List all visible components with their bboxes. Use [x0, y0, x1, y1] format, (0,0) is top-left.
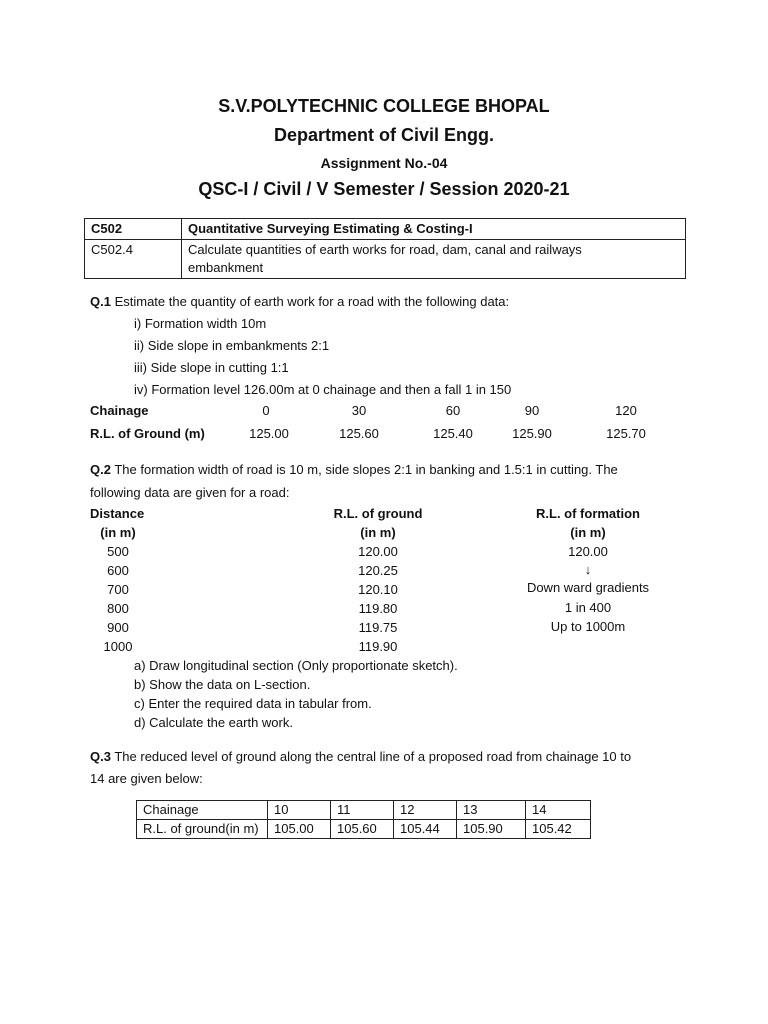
q1-text: Estimate the quantity of earth work for a road with the following data:	[110, 294, 510, 309]
outcome-line-1: Calculate quantities of earth works for road, dam, canal and railways	[188, 242, 582, 257]
q2-formation-cell: Up to 1000m	[550, 619, 626, 634]
q1-level-label: R.L. of Ground (m)	[90, 426, 205, 441]
q2-formation-cell: Down ward gradients	[526, 580, 650, 595]
q2-distance-cell: 600	[107, 563, 129, 578]
outcome-description	[182, 240, 686, 279]
down-arrow-icon: ↓	[584, 562, 592, 577]
table-row	[85, 240, 686, 279]
q2-ground-cell: 120.10	[358, 582, 398, 597]
q2-text: The formation width of road is 10 m, side slopes 2:1 in banking and 1.5:1 in cutting. The	[110, 462, 618, 477]
q2-task: d) Calculate the earth work.	[134, 715, 293, 730]
q3-statement-line2: 14 are given below:	[90, 771, 203, 786]
q2-ground-cell: 120.00	[358, 544, 398, 559]
q1-item: ii) Side slope in embankments 2:1	[134, 338, 330, 353]
q3-chainage-label: Chainage	[137, 801, 268, 820]
q2-distance-cell: 800	[107, 601, 129, 616]
q1-chainage-label: Chainage	[90, 403, 149, 418]
q1-chainage-cell: 30	[351, 403, 367, 418]
q2-task: b) Show the data on L-section.	[134, 677, 311, 692]
q3-level-cell: 105.90	[457, 820, 526, 839]
q3-chainage-cell: 12	[394, 801, 457, 820]
q1-item: i) Formation width 10m	[134, 316, 267, 331]
q3-text: The reduced level of ground along the central line of a proposed road from chainage 10 to	[110, 749, 632, 764]
q1-level-cell: 125.70	[606, 426, 646, 441]
q2-distance-unit: (in m)	[100, 525, 136, 540]
q1-statement	[90, 294, 509, 309]
q3-chainage-cell: 14	[526, 801, 591, 820]
q2-ground-cell: 119.75	[358, 620, 398, 635]
college-title: S.V.POLYTECHNIC COLLEGE BHOPAL	[218, 96, 550, 116]
course-description: Quantitative Surveying Estimating & Costing-I	[182, 219, 686, 240]
q1-item: iv) Formation level 126.00m at 0 chainage and then a fall 1 in 150	[134, 382, 512, 397]
q3-chainage-cell: 10	[268, 801, 331, 820]
q2-ground-cell: 119.80	[358, 601, 398, 616]
q2-formation-cell: 1 in 400	[564, 600, 612, 615]
q2-label: Q.2	[90, 462, 111, 477]
q3-table	[136, 800, 591, 839]
q3-level-cell: 105.42	[526, 820, 591, 839]
course-code: C502	[85, 219, 182, 240]
q1-item: iii) Side slope in cutting 1:1	[134, 360, 289, 375]
course-table	[84, 218, 686, 279]
assignment-number: Assignment No.-04	[320, 155, 448, 171]
department-title: Department of Civil Engg.	[273, 125, 495, 145]
q2-statement-line2: following data are given for a road:	[90, 485, 290, 500]
q2-ground-cell: 119.90	[358, 639, 398, 654]
q1-chainage-cell: 0	[262, 403, 270, 418]
table-row	[137, 820, 591, 839]
q3-level-cell: 105.60	[331, 820, 394, 839]
q3-statement-line1	[90, 749, 631, 764]
q1-chainage-cell: 120	[615, 403, 637, 418]
q2-distance-cell: 500	[107, 544, 129, 559]
q2-formation-head: R.L. of formation	[536, 506, 640, 521]
q2-ground-cell: 120.25	[358, 563, 398, 578]
q2-formation-cell: 120.00	[568, 544, 608, 559]
q2-ground-unit: (in m)	[360, 525, 396, 540]
q2-distance-cell: 1000	[103, 639, 133, 654]
table-row	[85, 219, 686, 240]
q1-level-cell: 125.00	[249, 426, 289, 441]
q1-chainage-cell: 90	[524, 403, 540, 418]
q3-chainage-cell: 13	[457, 801, 526, 820]
q3-level-cell: 105.00	[268, 820, 331, 839]
q2-task: a) Draw longitudinal section (Only proportionate sketch).	[134, 658, 458, 673]
q2-statement-line1	[90, 462, 618, 477]
q1-level-cell: 125.90	[512, 426, 552, 441]
q1-level-cell: 125.60	[339, 426, 379, 441]
q3-label: Q.3	[90, 749, 111, 764]
outcome-code: C502.4	[85, 240, 182, 279]
q2-task: c) Enter the required data in tabular from.	[134, 696, 372, 711]
q2-distance-cell: 900	[107, 620, 129, 635]
outcome-line-2: embankment	[188, 260, 264, 275]
q2-ground-head: R.L. of ground	[333, 506, 423, 521]
q1-label: Q.1	[90, 294, 111, 309]
q2-distance-cell: 700	[107, 582, 129, 597]
table-row	[137, 801, 591, 820]
q1-chainage-cell: 60	[445, 403, 461, 418]
session-title: QSC-I / Civil / V Semester / Session 2020-21	[198, 179, 570, 199]
q1-level-cell: 125.40	[433, 426, 473, 441]
q3-level-cell: 105.44	[394, 820, 457, 839]
q3-level-label: R.L. of ground(in m)	[137, 820, 268, 839]
q2-formation-unit: (in m)	[570, 525, 606, 540]
q3-chainage-cell: 11	[331, 801, 394, 820]
q2-distance-head: Distance	[90, 506, 145, 521]
